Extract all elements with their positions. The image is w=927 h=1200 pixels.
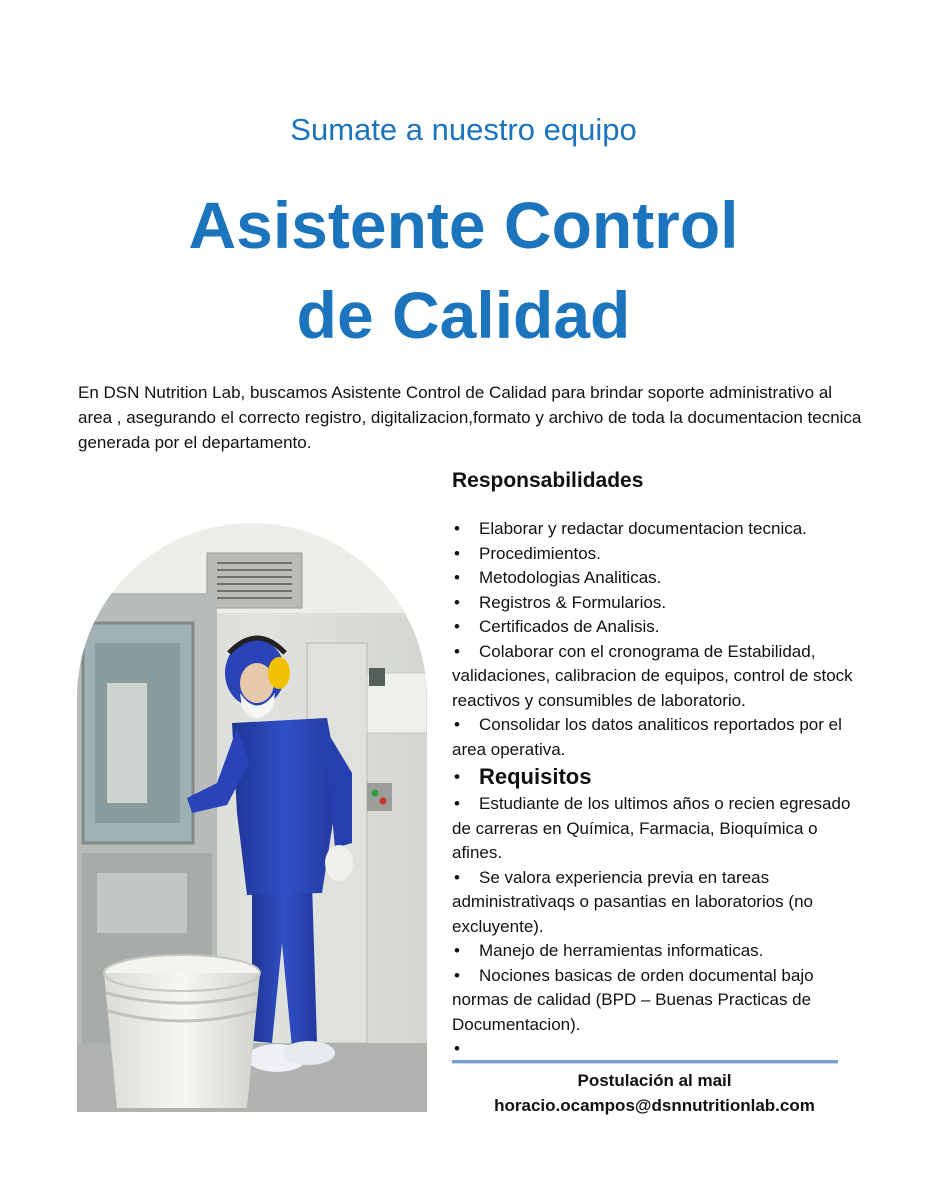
apply-block: [452, 1068, 857, 1118]
title-line-1: Asistente Control: [188, 188, 739, 262]
page-title: [0, 180, 927, 360]
list-item: • Consolidar los datos analiticos reportados por el area operativa.: [452, 713, 862, 762]
kicker-text: Sumate a nuestro equipo: [290, 112, 637, 147]
responsibilities-heading: Responsabilidades: [452, 469, 644, 492]
list-item: • Elaborar y redactar documentacion tecnica.: [452, 517, 862, 542]
empty-list-item: [452, 1037, 862, 1061]
list-item: • Registros & Formularios.: [452, 591, 862, 616]
list-item: • Nociones basicas de orden documental bajo normas de calidad (BPD – Buenas Practicas de Documentacion).: [452, 964, 862, 1038]
list-item: • Estudiante de los ultimos años o recien egresado de carreras en Química, Farmacia, Bioquímica o afines.: [452, 792, 862, 866]
list-item: • Certificados de Analisis.: [452, 615, 862, 640]
intro-paragraph: En DSN Nutrition Lab, buscamos Asistente Control de Calidad para brindar soporte administrativo al area , asegurando el correcto registro, digitalizacion,formato y archivo de toda la documentacion tecnica generada por el departamento.: [78, 383, 862, 452]
list-item: • Metodologias Analiticas.: [452, 566, 862, 591]
title-line-2: de Calidad: [296, 278, 631, 352]
list-item: • Procedimientos.: [452, 542, 862, 567]
list-item: • Manejo de herramientas informaticas.: [452, 939, 862, 964]
apply-email: horacio.ocampos@dsnnutritionlab.com: [494, 1096, 815, 1115]
list-item: • Colaborar con el cronograma de Estabilidad, validaciones, calibracion de equipos, control de stock reactivos y consumibles de laboratorio.: [452, 640, 862, 714]
lab-worker-photo: [77, 523, 427, 1112]
requirements-heading: • Requisitos: [452, 762, 862, 792]
divider-rule: [452, 1060, 838, 1064]
apply-label: Postulación al mail: [577, 1071, 732, 1090]
responsibilities-list: [452, 517, 862, 1061]
list-item: • Se valora experiencia previa en tareas administrativaqs o pasantias en laboratorios (no excluyente).: [452, 866, 862, 940]
right-column: [452, 469, 862, 1061]
